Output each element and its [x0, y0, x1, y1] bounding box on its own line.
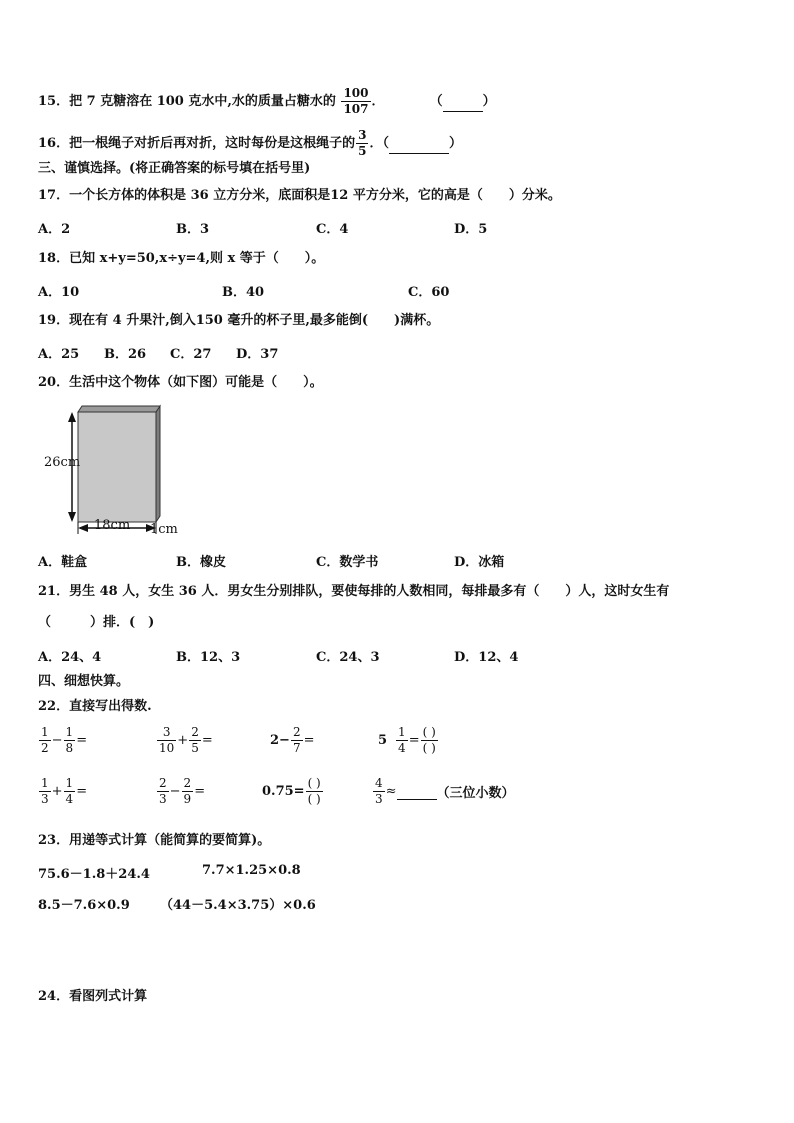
calc-1: 75.6－1.8＋24.4 — [38, 867, 150, 882]
option-c[interactable]: C．4 — [316, 222, 349, 237]
question-22: 22．直接写出得数. — [38, 699, 152, 714]
expr-2: $\frac{3}{10}$ + $\frac{2}{5}$ = — [159, 725, 213, 755]
expr-7: 0.75= $\frac{( )}{( )}$ — [262, 776, 321, 806]
question-17: 17．一个长方体的体积是 36 立方分米，底面积是12 平方分米，它的高是（ ）分米。 — [38, 188, 561, 203]
option-d[interactable]: D．37 — [236, 347, 279, 362]
option-c[interactable]: C．27 — [170, 347, 212, 362]
height-label: 26cm — [44, 455, 81, 470]
option-b[interactable]: B．12、3 — [176, 650, 241, 665]
option-c[interactable]: C．24、3 — [316, 650, 380, 665]
expr-1: $\frac{1}{2}$ − $\frac{1}{8}$ = — [41, 725, 88, 755]
question-text: 把 7 克糖溶在 100 克水中,水的质量占糖水的 — [69, 94, 336, 109]
section-title-4: 四、细想快算。 — [38, 674, 130, 689]
calc-3: 8.5－7.6×0.9 — [38, 898, 130, 913]
fraction: $\frac{100}{107}$ — [343, 86, 369, 116]
option-b[interactable]: B．3 — [176, 222, 210, 237]
width-label: 18cm — [94, 518, 131, 533]
expr-5: $\frac{1}{3}$ + $\frac{1}{4}$ = — [41, 776, 88, 806]
section-title-3: 三、谨慎选择。(将正确答案的标号填在括号里) — [38, 161, 311, 176]
question-18: 18．已知 x+y=50,x÷y=4,则 x 等于（ ）。 — [38, 251, 325, 266]
answer-blank[interactable] — [397, 784, 437, 800]
box-front-face — [78, 412, 156, 522]
option-a[interactable]: A．25 — [38, 347, 80, 362]
option-a[interactable]: A．鞋盒 — [38, 555, 88, 570]
option-c[interactable]: C．数学书 — [316, 555, 379, 570]
question-number: 15． — [38, 94, 70, 109]
question-20: 20．生活中这个物体（如下图）可能是（ ）。 — [38, 375, 323, 390]
expr-8: $\frac{4}{3}$ ≈ （三位小数） — [375, 776, 515, 806]
box-side-face — [156, 406, 160, 522]
fraction: $\frac{3}{5}$ — [358, 128, 367, 158]
option-d[interactable]: D．5 — [454, 222, 488, 237]
expr-6: $\frac{2}{3}$ − $\frac{2}{9}$ = — [159, 776, 206, 806]
option-b[interactable]: B．橡皮 — [176, 555, 226, 570]
calc-4: （44－5.4×3.75）×0.6 — [160, 898, 316, 913]
option-a[interactable]: A．10 — [38, 285, 80, 300]
answer-paren: （ ） — [430, 94, 496, 109]
answer-fraction[interactable]: $\frac{( )}{( )}$ — [422, 725, 436, 755]
question-21-cont: （ ）排．( ) — [38, 615, 155, 630]
question-number: 16． — [38, 136, 70, 151]
option-a[interactable]: A．24、4 — [38, 650, 102, 665]
calc-2: 7.7×1.25×0.8 — [202, 863, 301, 878]
question-16: 16．把一根绳子对折后再对折，这时每份是这根绳子的 $\frac{3}{5}$ ．（ ） — [38, 128, 462, 158]
answer-blank[interactable] — [443, 93, 483, 112]
box-top-face — [78, 406, 160, 412]
option-d[interactable]: D．冰箱 — [454, 555, 505, 570]
option-b[interactable]: B．40 — [222, 285, 265, 300]
question-23: 23．用递等式计算（能简算的要简算)。 — [38, 833, 271, 848]
question-19: 19．现在有 4 升果汁,倒入150 毫升的杯子里,最多能倒( )满杯。 — [38, 313, 440, 328]
question-text: 把一根绳子对折后再对折，这时每份是这根绳子的 — [69, 136, 356, 151]
option-d[interactable]: D．12、4 — [454, 650, 519, 665]
option-c[interactable]: C．60 — [408, 285, 450, 300]
expr-3: 2− $\frac{2}{7}$ = — [270, 725, 315, 755]
answer-blank[interactable] — [389, 135, 449, 154]
option-b[interactable]: B．26 — [104, 347, 147, 362]
question-24: 24．看图列式计算 — [38, 989, 148, 1004]
question-21: 21．男生 48 人，女生 36 人．男女生分别排队，要使每排的人数相同，每排最多有（ ）人，这时女生有 — [38, 584, 670, 599]
expr-4: 5 $\frac{1}{4}$ = $\frac{( )}{( )}$ — [378, 725, 436, 755]
answer-fraction[interactable]: $\frac{( )}{( )}$ — [307, 776, 321, 806]
question-15: 15．把 7 克糖溶在 100 克水中,水的质量占糖水的 $\frac{100}{107}$ ． （ ） — [38, 86, 496, 116]
option-a[interactable]: A．2 — [38, 222, 71, 237]
depth-label: 1cm — [150, 522, 178, 537]
